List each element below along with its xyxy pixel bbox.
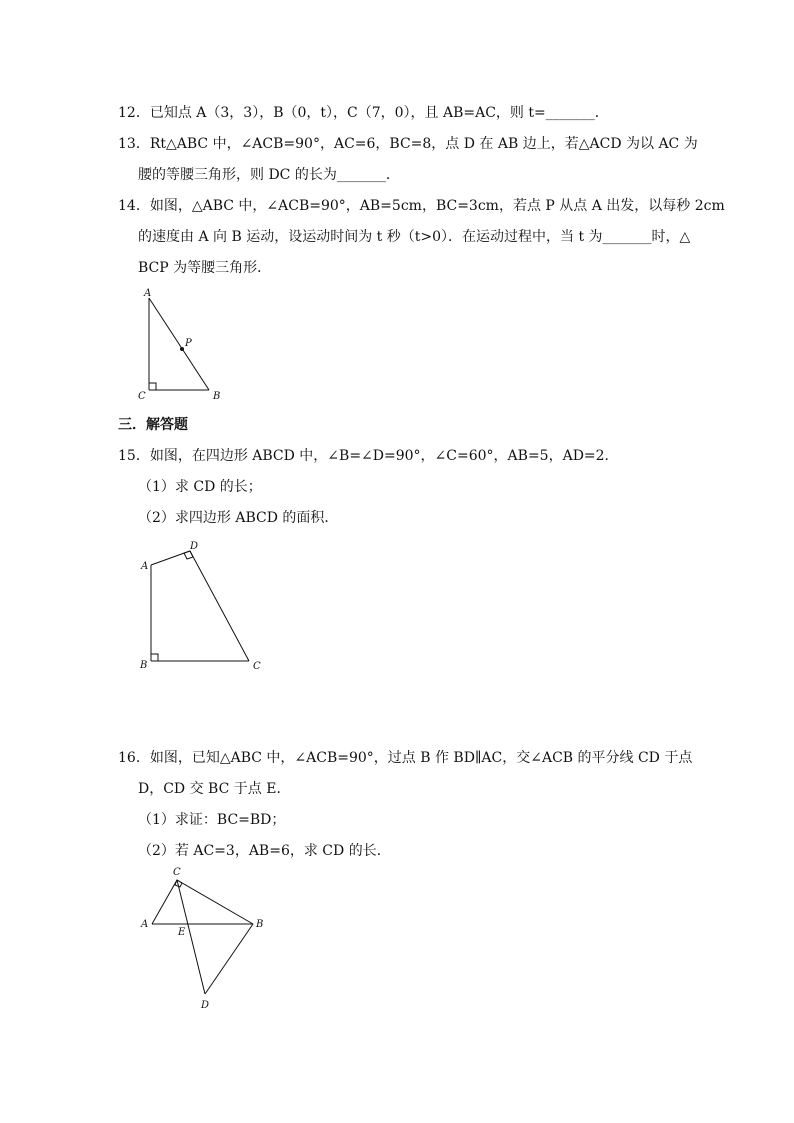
label-d: D (190, 541, 199, 552)
question-12: 12．已知点 A（3，3），B（0，t），C（7，0），且 AB=AC，则 t=_______． (118, 105, 609, 121)
segment-bd (205, 924, 253, 994)
label-c: C (253, 661, 261, 672)
question-16-line-2: D，CD 交 BC 于点 E． (138, 781, 291, 797)
question-16-part-2: （2）若 AC=3，AB=6，求 CD 的长． (138, 843, 391, 859)
label-e: E (178, 927, 186, 938)
segment-ab (149, 298, 209, 390)
label-b: B (140, 660, 148, 671)
question-16-line-1: 16．如图，已知△ABC 中，∠ACB=90°，过点 B 作 BD∥AC，交∠ACB 的平分线 CD 于点 (118, 750, 693, 766)
question-15-part-2: （2）求四边形 ABCD 的面积． (138, 510, 339, 526)
question-14-line-1: 14．如图，△ABC 中，∠ACB=90°，AB=5cm，BC=3cm，若点 P 从点 A 出发，以每秒 2cm (118, 198, 725, 214)
figure-q14-triangle (130, 282, 240, 407)
figure-q15-quadrilateral (135, 538, 270, 678)
label-d: D (201, 1000, 210, 1011)
question-15-part-1: （1）求 CD 的长； (138, 479, 262, 495)
label-a: A (141, 919, 149, 930)
right-angle-mark (175, 880, 182, 887)
question-13-line-1: 13．Rt△ABC 中，∠ACB=90°，AC=6，BC=8，点 D 在 AB 边上，若△ACD 为以 AC 为 (118, 136, 698, 152)
label-c: C (173, 867, 181, 878)
section-title: 三．解答题 (118, 417, 188, 433)
right-angle-mark (149, 383, 156, 390)
question-14-line-2: 的速度由 A 向 B 运动，设运动时间为 t 秒（t>0）．在运动过程中，当 t 为_______时，△ (138, 229, 691, 245)
point-p (180, 347, 184, 351)
label-b: B (256, 919, 264, 930)
segment-ac (152, 880, 177, 924)
segment-cb (177, 880, 253, 924)
label-a: A (144, 288, 152, 299)
question-16-part-1: （1）求证：BC=BD； (138, 812, 286, 828)
question-15-stem: 15．如图，在四边形 ABCD 中，∠B=∠D=90°，∠C=60°，AB=5，AD=2． (118, 448, 619, 464)
label-b: B (213, 391, 221, 402)
question-13-line-2: 腰的等腰三角形，则 DC 的长为_______． (138, 167, 400, 183)
question-14-line-3: BCP 为等腰三角形． (138, 260, 272, 276)
right-angle-mark-b (151, 654, 158, 661)
label-c: C (138, 391, 146, 402)
figure-q16-triangle (135, 862, 275, 1014)
label-a: A (141, 561, 149, 572)
right-angle-mark-d (184, 551, 193, 559)
label-p: P (185, 338, 192, 349)
segment-cd (190, 551, 249, 661)
